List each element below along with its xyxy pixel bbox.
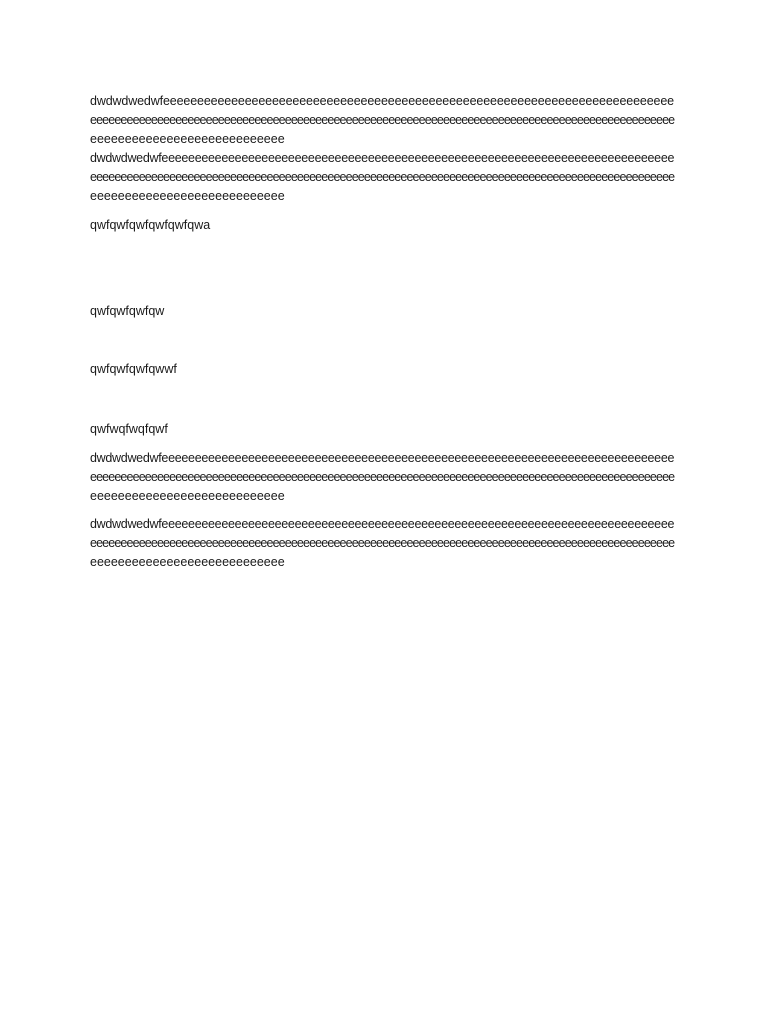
paragraph-7-line-1: dwdwdwedwfeeeeeeeeeeeeeeeeeeeeeeeeeeeeeeeeeeeeeeeeeeeeeeeeeeeeeeeeeeeeeeeeeeeeeeeeeeeee — [90, 517, 675, 531]
paragraph-1-line-1: dwdwdwedwfeeeeeeeeeeeeeeeeeeeeeeeeeeeeeeeeeeeeeeeeeeeeeeeeeeeeeeeeeeeeeeeeeeeeeeeeeee — [90, 94, 674, 108]
paragraph-1-line-4: dwdwdwedwfeeeeeeeeeeeeeeeeeeeeeeeeeeeeeeeeeeeeeeeeeeeeeeeeeeeeeeeeeeeeeeeeeeeeeeeeeeeee — [90, 151, 675, 165]
paragraph-1-line-5: eeeeeeeeeeeeeeeeeeeeeeeeeeeeeeeeeeeeeeeeeeeeeeeeeeeeeeeeeeeeeeeeeeeeeeeeeeeeeeeeeeeeeeeeeeeeeeee — [90, 170, 675, 184]
paragraph-7-line-3: eeeeeeeeeeeeeeeeeeeeeeeeeeee — [90, 555, 285, 569]
paragraph-3: qwfqwfqwfqw — [90, 304, 165, 318]
paragraph-1-line-2: eeeeeeeeeeeeeeeeeeeeeeeeeeeeeeeeeeeeeeeeeeeeeeeeeeeeeeeeeeeeeeeeeeeeeeeeeeeeeeeeeeeeeeeeeeeeeeee — [90, 113, 675, 127]
paragraph-5: qwfwqfwqfqwf — [90, 422, 168, 436]
paragraph-1-line-6: eeeeeeeeeeeeeeeeeeeeeeeeeeee — [90, 189, 285, 203]
paragraph-7-line-2: eeeeeeeeeeeeeeeeeeeeeeeeeeeeeeeeeeeeeeeeeeeeeeeeeeeeeeeeeeeeeeeeeeeeeeeeeeeeeeeeeeeeeeeeeeeeeeee — [90, 536, 675, 550]
paragraph-2: qwfqwfqwfqwfqwfqwa — [90, 218, 211, 232]
paragraph-1-line-3: eeeeeeeeeeeeeeeeeeeeeeeeeeee — [90, 132, 285, 146]
paragraph-6-line-3: eeeeeeeeeeeeeeeeeeeeeeeeeeee — [90, 489, 285, 503]
paragraph-6-line-1: dwdwdwedwfeeeeeeeeeeeeeeeeeeeeeeeeeeeeeeeeeeeeeeeeeeeeeeeeeeeeeeeeeeeeeeeeeeeeeeeeeeeee — [90, 451, 675, 465]
paragraph-4: qwfqwfqwfqwwf — [90, 362, 177, 376]
paragraph-6-line-2: eeeeeeeeeeeeeeeeeeeeeeeeeeeeeeeeeeeeeeeeeeeeeeeeeeeeeeeeeeeeeeeeeeeeeeeeeeeeeeeeeeeeeeeeeeeeeeee — [90, 470, 675, 484]
